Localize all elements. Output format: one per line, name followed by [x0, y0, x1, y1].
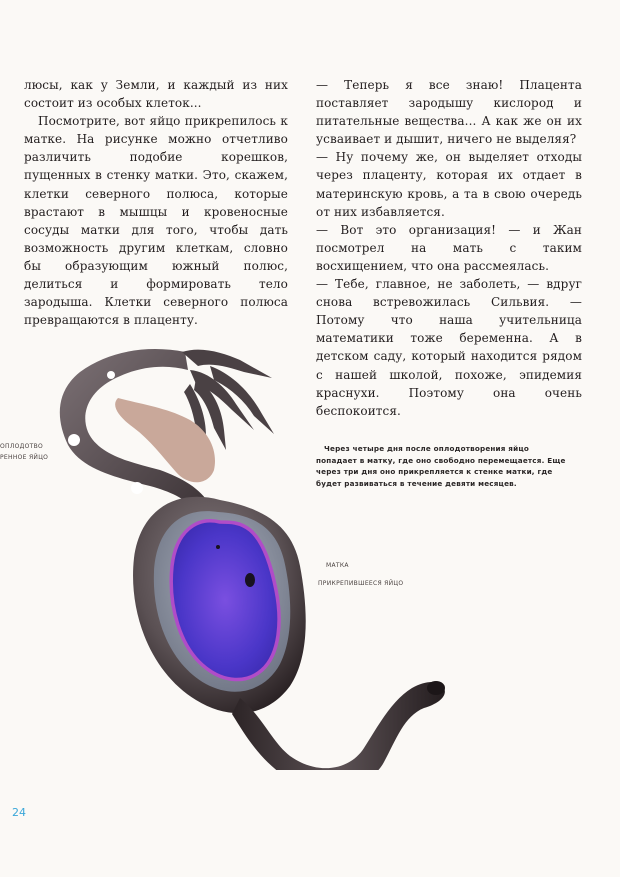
label-fertilized-egg: ОПЛОДОТВО	[0, 443, 44, 450]
label-fertilized-egg-2: РЕННОЕ ЯЙЦО	[0, 454, 49, 461]
label-uterus: МАТКА	[326, 562, 349, 569]
dialogue-line: — Тебе, главное, не заболеть, — вдруг снова встревожилась Сильвия. — Потому что наша учительница математики тоже беременна. А в детском саду, который находится рядом с нашей школой, похоже, эпидемия краснухи. Поэтому она очень беспокоится.	[316, 277, 582, 418]
page-number: 24	[12, 806, 26, 819]
uterus-illustration	[0, 330, 470, 770]
embryo	[245, 573, 255, 587]
embryo-dot	[216, 545, 220, 549]
paragraph: люсы, как у Земли, и каждый из них состоит из особых клеток...	[24, 78, 288, 111]
dialogue-line: — Теперь я все знаю! Плацента поставляет зародышу кислород и питательные вещества... А как же он их усваивает и дышит, ничего не выделяя?	[316, 78, 582, 147]
paragraph: Посмотрите, вот яйцо прикрепилось к матке. На рисунке можно отчетливо различить подобие корешков, пущенных в стенку матки. Это, скажем, клетки северного полюса, которые врастают в мышцы и кровеносные сосуды матки для того, чтобы дать возможность другим клеткам, словно бы образующим южный полюс, делиться и формировать тело зародыша. Клетки северного полюса превращаются в плаценту.	[24, 114, 288, 328]
left-text-column	[24, 76, 288, 329]
dialogue-line: — Вот это организация! — и Жан посмотрел на мать с таким восхищением, что она рассмеялась.	[316, 222, 582, 273]
figure-caption: Через четыре дня после оплодотворения яйцо попадает в матку, где оно свободно перемещается. Еще через три дня оно прикрепляется к стенке матки, где будет развиваться в течение девяти месяцев.	[316, 444, 566, 488]
label-implanted-egg: ПРИКРЕПИВШЕЕСЯ ЯЙЦО	[318, 580, 404, 587]
dialogue-line: — Ну почему же, он выделяет отходы через плаценту, которая их отдает в материнскую кровь, а та в свою очередь от них избавляется.	[316, 150, 582, 219]
cervix-opening	[427, 681, 445, 695]
